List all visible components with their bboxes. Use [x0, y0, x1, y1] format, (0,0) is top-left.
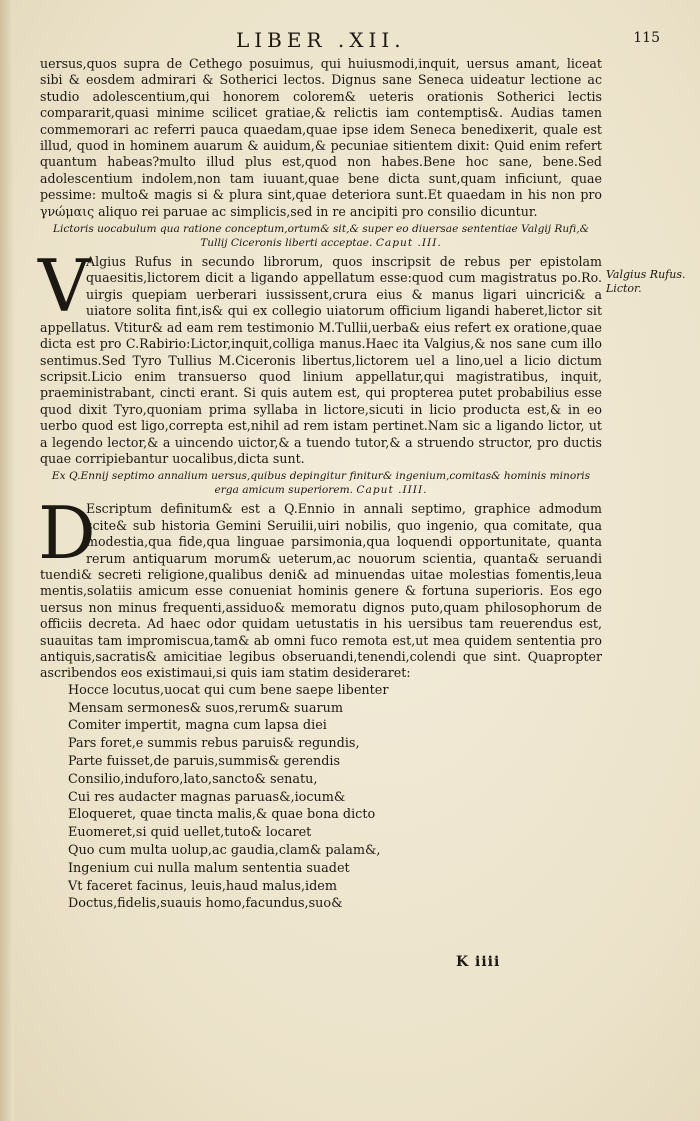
chapter-3-number: Caput .III.	[375, 236, 442, 249]
paragraph-lictor-text: Algius Rufus in secundo librorum, quos inscripsit de rebus per epistolam quaesitis,lictorem dicit a ligando appellatum esse:quod cum magistratus po.Ro. uirgis quepiam uerberari iussissent,crura eius & manus ligari uincrici& a uiatore solita fint,is& qui ex collegio uiatorum officium ligandi haberet,lictor sit appellatus. Vtitur& ad eam rem testimonio M.Tullii,uerba& eius refert ex oratione,quae dicta est pro C.Rabirio:Lictor,inquit,colliga manus.Haec ita Valgius,& nos sane cum illo sentimus.Sed Tyro Tullius M.Ciceronis libertus,lictorem uel a lino,uel a licio dictum scripsit.Licio enim transuerso quod linium appellatur,qui magistratibus, inquit, praeministrabant, cincti erant. Si quis autem est, qui propterea putet probabilius esse quod dixit Tyro,quoniam prima syllaba in lictore,sicuti in licio producta est,& in eo uerbo quod est ligo,correpta est,nihil ad rem istam pertinet.Nam sic a ligando lictor, ut a legendo lector,& a uincendo uictor,& a tuendo tutor,& a struendo structor, pro ductis quae corripiebantur uocalibus,dicta sunt.	[40, 254, 602, 466]
verse-line: Euomeret,si quid uellet,tuto& locaret	[68, 825, 312, 841]
verse-line: Eloqueret, quae tincta malis,& quae bona dicto	[68, 807, 376, 823]
page-gutter	[0, 0, 14, 1121]
paragraph-ennius	[38, 491, 602, 681]
folio-number: 115	[633, 30, 660, 46]
verse-line: Comiter impertit, magna cum lapsa diei	[68, 718, 327, 734]
drop-cap-v: V	[38, 244, 90, 329]
chapter-3-title: Lictoris uocabulum qua ratione conceptum,ortum& sit,& super eo diuersae sententiae Valgij Rufi,& Tullij Ciceronis liberti acceptae.	[52, 223, 590, 249]
verse-line: Quo cum multa uolup,ac gaudia,clam& palam&,	[68, 842, 381, 858]
verse-line: Pars foret,e summis rebus paruis& regundis,	[68, 736, 360, 752]
chapter-heading-4	[40, 470, 602, 497]
verse-line: Vt faceret facinus, leuis,haud malus,idem	[68, 878, 338, 894]
verse-block	[68, 682, 602, 913]
verse-line: Consilio,induforo,lato,sancto& senatu,	[68, 771, 318, 787]
chapter-4-number: Caput .IIII.	[356, 483, 428, 496]
verse-line: Ingenium cui nulla malum sententia suadet	[68, 860, 350, 876]
paragraph-seneca: uersus,quos supra de Cethego posuimus, qui huiusmodi,inquit, uersus amant, liceat sibi & eosdem admirari & Sotherici lectos. Dignus sane Seneca uideatur lectione ac studio adolescentium,qui honorem colorem& ueteris orationis Sotherici lectis compararit,quasi minime scilicet gratiae,& relictis iam contemptis&. Audias tamen commemorari ac referri pauca quaedam,quae ipse idem Seneca benedixerit, quale est illud, quod in hominem auarum & auidum,& pecuniae sitientem dixit: Quid enim refert quantum habeas?multo illud plus est,quod non habes.Bene hoc sane, bene.Sed adolescentium indolem,non tam iuuant,quae bene dicta sunt,quam inficiunt, quae pessime: multo& magis si & plura sint,quae deteriora sunt.Et quaedam in his non pro γνώμαις aliquo rei paruae ac simplicis,sed in re ancipiti pro consilio dicuntur.	[40, 56, 602, 219]
chapter-4-title: Ex Q.Ennij septimo annalium uersus,quibus depingitur finitur& ingenium,comitas& hominis minoris erga amicum superiorem.	[51, 470, 591, 496]
signature-mark: K iiii	[456, 954, 501, 970]
chapter-heading-3	[40, 223, 602, 250]
verse-line: Doctus,fidelis,suauis homo,facundus,suo&	[68, 896, 343, 912]
verse-line: Hocce locutus,uocat qui cum bene saepe libenter	[68, 682, 389, 698]
verse-line: Parte fuisset,de paruis,summis& gerendis	[68, 754, 341, 769]
running-title: LIBER .XII.	[236, 28, 406, 52]
verse-line: Mensam sermones& suos,rerum& suarum	[68, 700, 343, 716]
main-text	[40, 56, 602, 913]
paragraph-lictor	[38, 244, 602, 467]
margin-note: Valgius Rufus. Lictor.	[606, 268, 686, 295]
page-header	[40, 28, 660, 52]
verse-line: Cui res audacter magnas paruas&,iocum&	[68, 789, 346, 805]
paragraph-ennius-text: Escriptum definitum& est a Q.Ennio in annali septimo, graphice admodum scite& sub historia Gemini Seruilii,uiri nobilis, quo ingenio, qua comitate, qua modestia,qua fide,qua linguae parsimonia,qua loquendi opportunitate, quanta rerum antiquarum morum& ueterum,ac nouorum scientia, quanta& seruandi tuendi& secreti religione,qualibus deni& ad minuendas uitae molestias fomentis,leua mentis,solatiis amicum esse conueniat hominis genere & fortuna superioris. Eos ego uersus non minus frequenti,assiduo& memoratu dignos puto,quam philosophorum de officiis decreta. Ad haec odor quidam uetustatis in his uersibus tam reuerendus est, suauitas tam impromiscua,tam& ab omni fuco remota est,ut mea quidem sententia pro antiquis,sacratis& amicitiae legibus obseruandi,tenendi,colendi que sint. Quapropter ascribendos eos existimaui,si quis iam statim desideraret:	[40, 501, 602, 681]
drop-cap-d: D	[38, 491, 96, 576]
